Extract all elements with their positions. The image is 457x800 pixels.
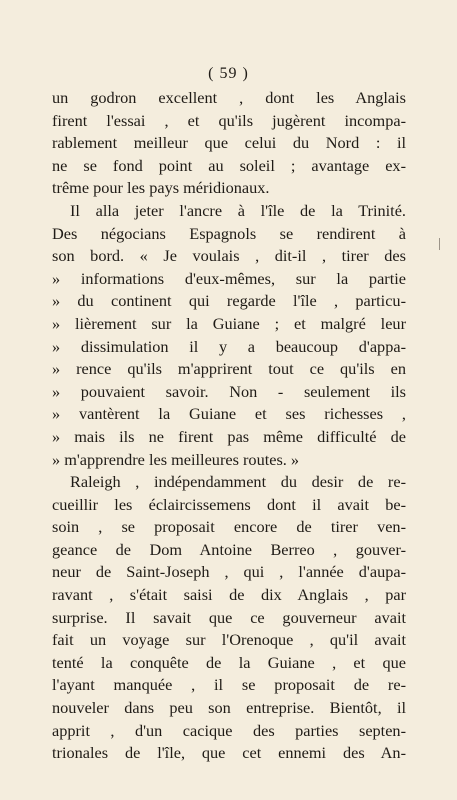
text-line: surprise. Il savait que ce gouverneur avait bbox=[52, 607, 406, 627]
text-line: Raleigh , indépendamment du desir de re- bbox=[70, 472, 406, 492]
text-line: trionales de l'île, que cet ennemi des An- bbox=[52, 743, 406, 763]
text-line: trême pour les pays méridionaux. bbox=[52, 178, 270, 198]
text-line: fait un voyage sur l'Orenoque , qu'il avait bbox=[52, 630, 406, 650]
text-line: » dissimulation il y a beaucoup d'appa- bbox=[52, 336, 406, 356]
text-line: » rence qu'ils m'apprirent tout ce qu'ils en bbox=[52, 359, 406, 379]
text-line: soin , se proposait encore de tirer ven- bbox=[52, 517, 406, 537]
text-line: son bord. « Je voulais , dit-il , tirer des bbox=[52, 246, 406, 266]
text-line: » pouvaient savoir. Non - seulement ils bbox=[52, 381, 406, 401]
text-line: Des négocians Espagnols se rendirent à bbox=[52, 223, 406, 243]
text-line: rablement meilleur que celui du Nord : il bbox=[52, 133, 406, 153]
text-line: firent l'essai , et qu'ils jugèrent incompa- bbox=[52, 110, 406, 130]
body-text bbox=[52, 87, 406, 765]
text-line: » mais ils ne firent pas même difficulté de bbox=[52, 426, 406, 446]
text-line: Il alla jeter l'ancre à l'île de la Trinité. bbox=[70, 200, 406, 220]
text-line: geance de Dom Antoine Berreo , gouver- bbox=[52, 539, 406, 559]
text-line: nouveler dans peu son entreprise. Bientôt, il bbox=[52, 698, 406, 718]
text-line: » lièrement sur la Guiane ; et malgré leur bbox=[52, 313, 406, 333]
text-line: un godron excellent , dont les Anglais bbox=[52, 88, 406, 107]
text-line: l'ayant manquée , il se proposait de re- bbox=[52, 675, 406, 695]
text-line: ne se fond point au soleil ; avantage ex- bbox=[52, 155, 406, 175]
text-line: cueillir les éclaircissemens dont il avait be- bbox=[52, 494, 406, 514]
text-line: » vantèrent la Guiane et ses richesses , bbox=[52, 404, 406, 424]
text-line: tenté la conquête de la Guiane , et que bbox=[52, 652, 406, 672]
text-line: apprit , d'un cacique des parties septen- bbox=[52, 720, 406, 740]
text-line: » informations d'eux-mêmes, sur la partie bbox=[52, 268, 406, 288]
margin-mark bbox=[439, 238, 440, 250]
page-number: ( 59 ) bbox=[208, 65, 249, 82]
text-line: » m'apprendre les meilleures routes. » bbox=[52, 449, 300, 469]
text-line: » du continent qui regarde l'île , particu- bbox=[52, 291, 406, 311]
text-line: neur de Saint-Joseph , qui , l'année d'aupa- bbox=[52, 562, 406, 582]
text-line: ravant , s'était saisi de dix Anglais , par bbox=[52, 585, 406, 605]
